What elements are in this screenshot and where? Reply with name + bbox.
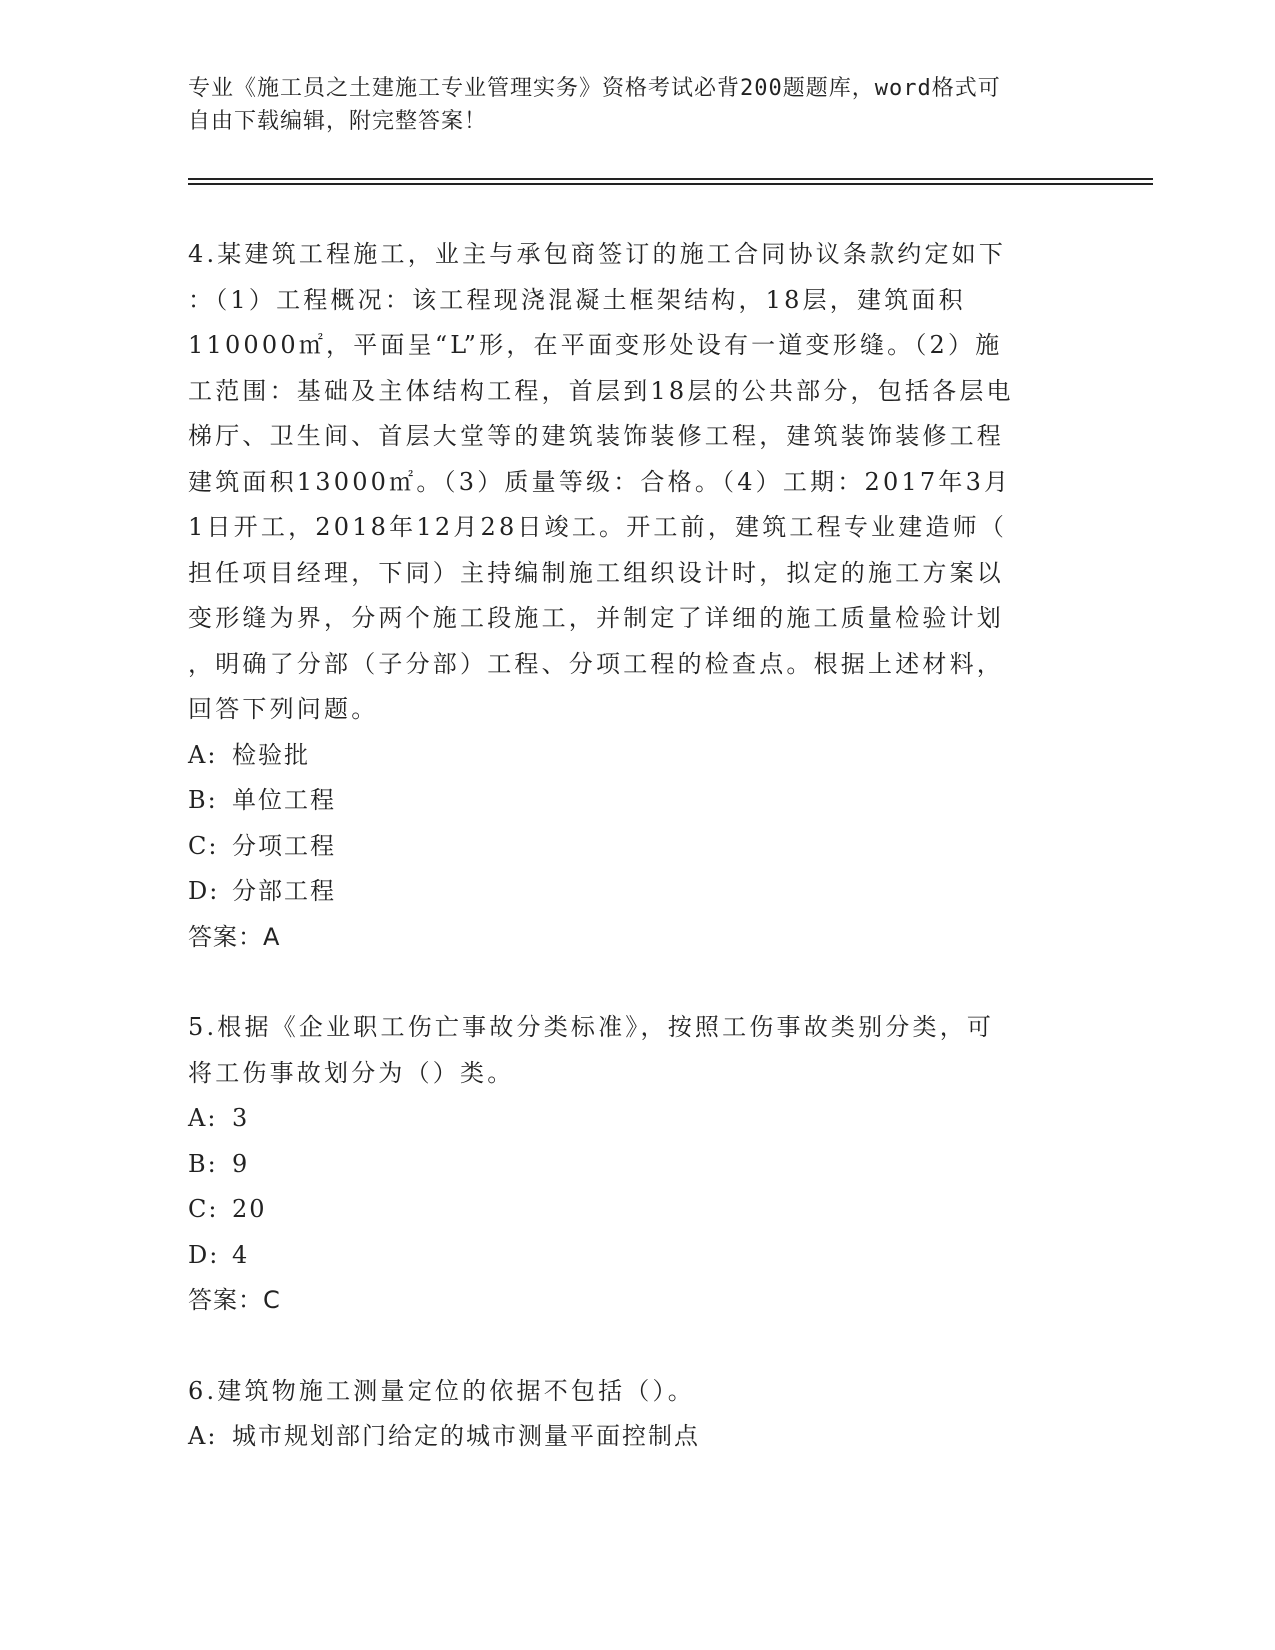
stem-line: 1日开工，2018年12月28日竣工。开工前，建筑工程专业建造师（ xyxy=(188,513,1008,541)
option-letter: C: xyxy=(188,1195,219,1223)
option-letter: D: xyxy=(188,1240,220,1269)
stem-line: 110000㎡，平面呈“L”形，在平面变形处设有一道变形缝。（2）施 xyxy=(188,331,1003,359)
option-b xyxy=(188,778,1068,824)
option-c xyxy=(188,824,1068,870)
header-line-1: 专业《施工员之土建施工专业管理实务》资格考试必背200题题库，word格式可 xyxy=(188,76,1001,101)
stem-line: 4.某建筑工程施工，业主与承包商签订的施工合同协议条款约定如下 xyxy=(188,240,1007,268)
question-5 xyxy=(188,1005,1068,1324)
option-letter: B: xyxy=(188,786,218,814)
stem-line: 建筑面积13000㎡。（3）质量等级：合格。（4）工期：2017年3月 xyxy=(188,467,1012,496)
stem-line: 梯厅、卫生间、首层大堂等的建筑装饰装修工程，建筑装饰装修工程 xyxy=(188,422,1004,450)
question-stem xyxy=(188,1005,1068,1096)
stem-line: 将工伤事故划分为（）类。 xyxy=(188,1058,515,1087)
header-divider-bottom xyxy=(188,183,1153,185)
stem-line: 变形缝为界，分两个施工段施工，并制定了详细的施工质量检验计划 xyxy=(188,604,1004,632)
question-4 xyxy=(188,232,1068,960)
option-text: 分项工程 xyxy=(232,831,336,860)
answer-line: 答案：C xyxy=(188,1286,281,1314)
option-text: 20 xyxy=(232,1195,267,1223)
option-text: 3 xyxy=(232,1104,250,1132)
option-text: 分部工程 xyxy=(232,877,336,905)
option-a xyxy=(188,733,1068,779)
option-letter: D: xyxy=(188,877,220,905)
option-letter: A: xyxy=(188,740,218,769)
answer-line: 答案：A xyxy=(188,922,281,951)
question-list xyxy=(188,232,1068,1460)
question-spacer xyxy=(188,960,1068,1005)
option-letter: C: xyxy=(188,831,219,860)
option-d xyxy=(188,869,1068,915)
option-b xyxy=(188,1142,1068,1188)
option-a xyxy=(188,1096,1068,1142)
option-letter: A: xyxy=(188,1104,218,1132)
stem-line: 回答下列问题。 xyxy=(188,695,379,723)
option-letter: A: xyxy=(188,1422,218,1450)
stem-line: 6.建筑物施工测量定位的依据不包括（）。 xyxy=(188,1376,695,1405)
stem-line: ：（1）工程概况：该工程现浇混凝土框架结构，18层，建筑面积 xyxy=(188,285,966,314)
option-a xyxy=(188,1414,1068,1460)
question-spacer xyxy=(188,1324,1068,1369)
stem-line: 工范围：基础及主体结构工程，首层到18层的公共部分，包括各层电 xyxy=(188,376,1014,405)
stem-line: 5.根据《企业职工伤亡事故分类标准》，按照工伤事故类别分类，可 xyxy=(188,1013,995,1041)
option-d xyxy=(188,1233,1068,1279)
question-6 xyxy=(188,1369,1068,1460)
option-c xyxy=(188,1187,1068,1233)
option-letter: B: xyxy=(188,1149,218,1178)
header-line-2: 自由下载编辑，附完整答案！ xyxy=(188,109,488,134)
stem-line: ，明确了分部（子分部）工程、分项工程的检查点。根据上述材料， xyxy=(188,649,1004,678)
option-text: 4 xyxy=(232,1240,250,1269)
option-text: 检验批 xyxy=(232,740,310,769)
question-stem xyxy=(188,232,1068,733)
option-text: 9 xyxy=(232,1149,250,1178)
question-stem xyxy=(188,1369,1068,1415)
stem-line: 担任项目经理，下同）主持编制施工组织设计时，拟定的施工方案以 xyxy=(188,558,1004,587)
document-header xyxy=(188,72,1068,138)
header-divider-top xyxy=(188,178,1153,180)
option-text: 城市规划部门给定的城市测量平面控制点 xyxy=(232,1422,700,1450)
option-text: 单位工程 xyxy=(232,786,336,814)
